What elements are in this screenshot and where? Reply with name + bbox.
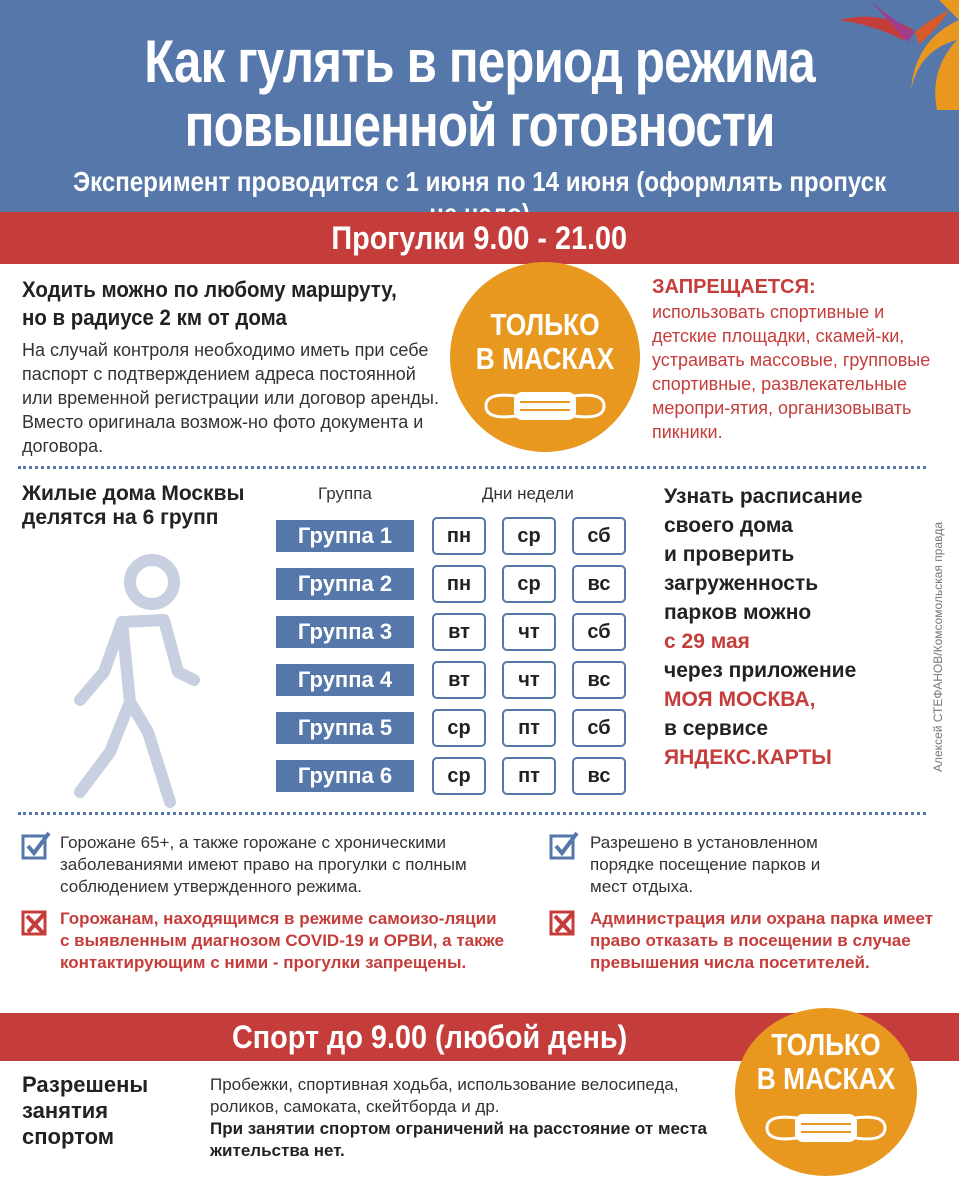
sport-distance-rule: При занятии спортом ограничений на расстояние от места жительства нет. (210, 1119, 707, 1160)
group-label: Группа 6 (276, 760, 414, 792)
walk-rule-body: На случай контроля необходимо иметь при себе паспорт с подтверждением адреса постоянной или временной регистрации или договор аренды. Вместо оригинала возмож-но фото документа и договора. (22, 340, 439, 456)
mask-badge-line1: ТОЛЬКО (771, 1027, 881, 1062)
sport-description (210, 1074, 730, 1162)
weekday-cell: сб (572, 613, 626, 651)
weekday-cell: вт (432, 661, 486, 699)
forbidden-body: использовать спортивные и детские площадки, скамей-ки, устраивать массовые, групповые спортивные, развлекательные меропри-ятия, организовывать пикники. (652, 302, 931, 442)
weekday-cell: сб (572, 709, 626, 747)
divider (18, 466, 926, 469)
walking-person-icon (60, 552, 210, 812)
schedule-line: загруженность (664, 572, 819, 595)
mask-badge-line1: ТОЛЬКО (490, 307, 600, 342)
walks-band (0, 212, 959, 264)
weekday-cell: пн (432, 517, 486, 555)
houses-groups-text: Жилые дома Москвы делятся на 6 групп (22, 482, 245, 529)
admin-note: Администрация или охрана парка имеет право отказать в посещении в случае превышения числа посетителей. (590, 909, 933, 972)
group-label: Группа 5 (276, 712, 414, 744)
forbidden-title: ЗАПРЕЩАЕТСЯ: (652, 276, 816, 298)
mask-badge (450, 262, 640, 452)
mask-badge (735, 1008, 917, 1176)
weekday-cell: ср (502, 565, 556, 603)
sport-allowed-label: Разрешены занятия спортом (22, 1072, 149, 1149)
cross-mark-icon (20, 906, 52, 938)
sport-activities: Пробежки, спортивная ходьба, использование велосипеда, роликов, самоката, скейтборда и др. (210, 1075, 679, 1116)
service-name: ЯНДЕКС.КАРТЫ (664, 746, 832, 769)
isolation-note: Горожанам, находящимся в режиме самоизо-ляции с выявленным диагнозом COVID-19 и ОРВИ, а также контактирующим с ними - прогулки запрещены. (60, 909, 504, 972)
mask-badge-line2: В МАСКАХ (475, 341, 615, 376)
page-subtitle: Эксперимент проводится с 1 июня по 14 июня (оформлять пропуск (72, 166, 887, 197)
group-column-header: Группа (318, 484, 372, 503)
walks-band-label: Прогулки 9.00 - 21.00 (331, 220, 628, 256)
weekday-cell: сб (572, 517, 626, 555)
weekday-cell: пт (502, 709, 556, 747)
face-mask-icon (763, 1108, 889, 1148)
photo-credit (930, 520, 948, 780)
schedule-line: через приложение (664, 659, 857, 682)
schedule-date: с 29 мая (664, 630, 750, 653)
checkmark-icon (548, 830, 580, 862)
group-label: Группа 3 (276, 616, 414, 648)
seniors-note: Горожане 65+, а также горожане с хроническими заболеваниями имеют право на прогулки с полным соблюдением утвержденного режима. (60, 833, 467, 896)
weekday-cell: чт (502, 661, 556, 699)
schedule-line: в сервисе (664, 717, 769, 740)
checkmark-icon (20, 830, 52, 862)
group-label: Группа 2 (276, 568, 414, 600)
parks-note: Разрешено в установленном порядке посещение парков и мест отдыха. (590, 833, 821, 896)
weekday-cell: пн (432, 565, 486, 603)
mask-badge-line2: В МАСКАХ (756, 1061, 896, 1096)
group-label: Группа 4 (276, 664, 414, 696)
weekday-cell: вс (572, 565, 626, 603)
title-line-1: Как гулять в период режима (144, 28, 815, 95)
face-mask-icon (482, 386, 608, 426)
weekday-cell: пт (502, 757, 556, 795)
cross-mark-icon (548, 906, 580, 938)
weekday-cell: вт (432, 613, 486, 651)
weekday-cell: вс (572, 661, 626, 699)
schedule-line: и проверить (664, 543, 795, 566)
sport-band-label: Спорт до 9.00 (любой день) (231, 1019, 628, 1055)
schedule-line: своего дома (664, 514, 793, 537)
weekday-cell: вс (572, 757, 626, 795)
schedule-info (664, 482, 924, 772)
days-column-header: Дни недели (482, 484, 574, 503)
weekday-cell: чт (502, 613, 556, 651)
walk-rule-title: Ходить можно по любому маршруту, но в радиусе 2 км от дома (22, 277, 397, 330)
weekday-cell: ср (502, 517, 556, 555)
title-line-2: повышенной готовности (184, 92, 775, 159)
group-label: Группа 1 (276, 520, 414, 552)
page-title (86, 30, 872, 158)
schedule-line: парков можно (664, 601, 812, 624)
divider (18, 812, 926, 815)
app-name: МОЯ МОСКВА, (664, 688, 816, 711)
weekday-cell: ср (432, 757, 486, 795)
photo-credit-text: Алексей СТЕФАНОВ/Комсомольская правда (931, 522, 945, 772)
weekday-cell: ср (432, 709, 486, 747)
schedule-line: Узнать расписание (664, 485, 863, 508)
